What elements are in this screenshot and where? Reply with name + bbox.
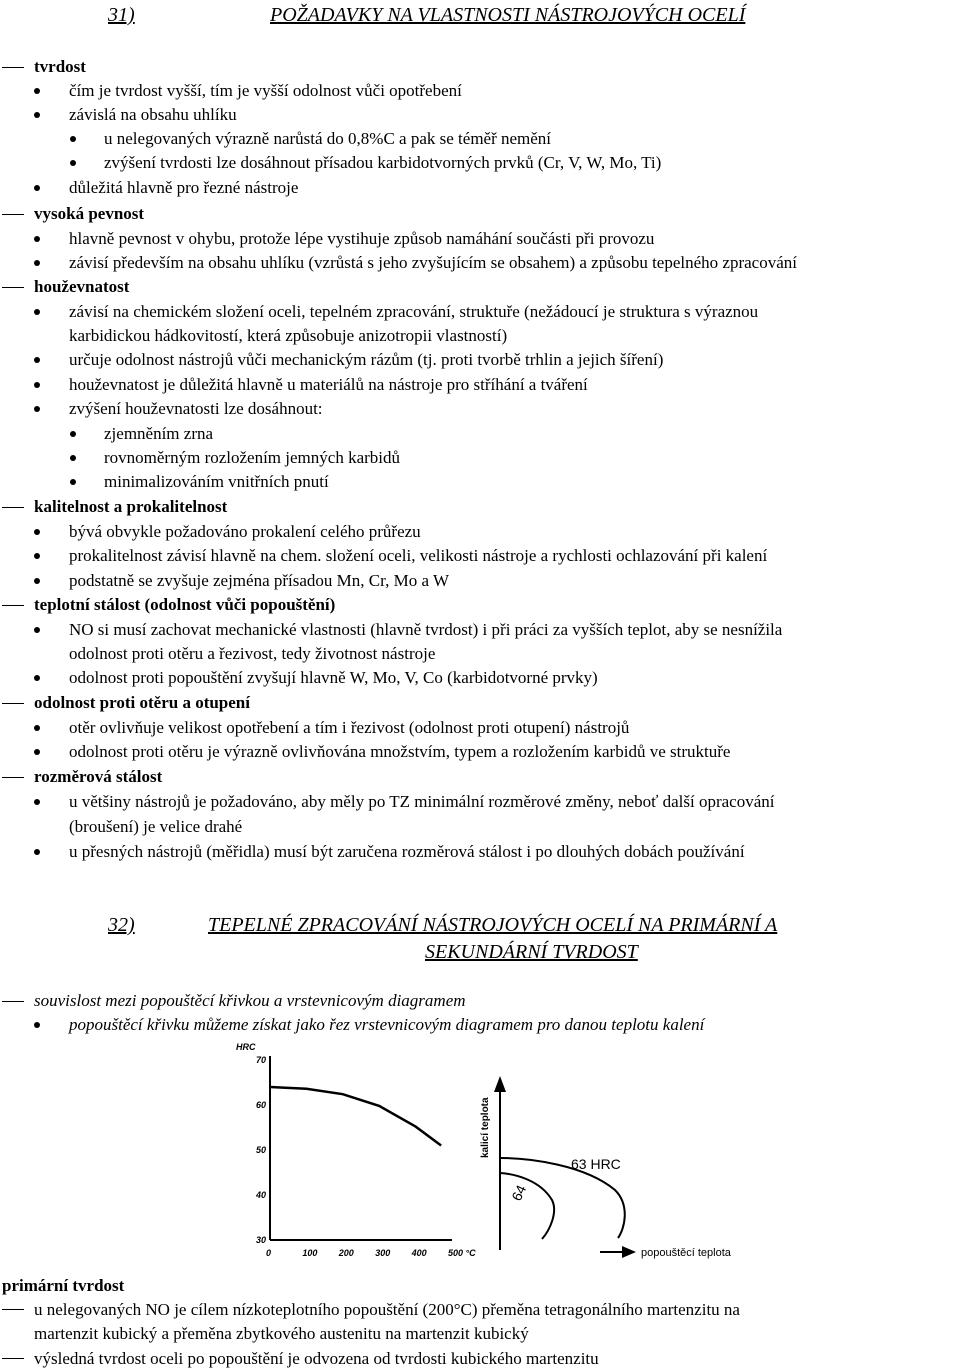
topic-heading: vysoká pevnost (34, 204, 145, 223)
bullet-marker (34, 112, 40, 118)
bullet-marker (34, 88, 40, 94)
bullet-marker (34, 749, 40, 755)
section-number: 32) (108, 914, 135, 936)
list-item: houževnatost je důležitá hlavně u materiálů na nástroje pro stříhání a tváření (69, 375, 588, 394)
list-item: závislá na obsahu uhlíku (69, 105, 237, 124)
x-axis-label: popouštěcí teplota (641, 1247, 731, 1259)
bullet-marker (70, 479, 76, 485)
list-item: závisí především na obsahu uhlíku (vzrůstá s jeho zvyšujícím se obsahem) a způsobu tepelného zpracování (69, 253, 797, 272)
topic-heading: teplotní stálost (odolnost vůči popouštění) (34, 595, 336, 614)
bullet-marker (34, 849, 40, 855)
x-tick-label: 300 (375, 1248, 391, 1258)
bullet-marker (70, 431, 76, 437)
x-tick-label: 100 (302, 1248, 318, 1258)
list-item: bývá obvykle požadováno prokalení celého průřezu (69, 522, 421, 541)
list-item: NO si musí zachovat mechanické vlastnosti (hlavně tvrdost) i při práci za vyšších teplot, aby se nesnížila (69, 620, 783, 639)
list-item: zjemněním zrna (104, 424, 214, 443)
dash-marker (2, 1001, 24, 1002)
bullet-marker (34, 406, 40, 412)
bullet-marker (70, 455, 76, 461)
list-item: zvýšení houževnatosti lze dosáhnout: (69, 399, 323, 418)
bullet-marker (34, 1022, 40, 1028)
bullet-marker (34, 260, 40, 266)
topic-heading: rozměrová stálost (34, 767, 163, 786)
dash-marker (2, 214, 24, 215)
bullet-marker (34, 553, 40, 559)
tempering-curve (270, 1087, 441, 1146)
bullet-marker (34, 578, 40, 584)
y-tick-label: 70 (256, 1055, 267, 1065)
list-item: čím je tvrdost vyšší, tím je vyšší odolnost vůči opotřebení (69, 81, 462, 100)
topic-heading: tvrdost (34, 57, 86, 76)
bullet-marker (34, 357, 40, 363)
list-item: důležitá hlavně pro řezné nástroje (69, 178, 299, 197)
list-item: rovnoměrným rozložením jemných karbidů (104, 448, 400, 467)
bullet-marker (70, 136, 76, 142)
contour-label-63: 63 HRC (571, 1156, 621, 1172)
list-item: odolnost proti otěru je výrazně ovlivňována množstvím, typem a rozložením karbidů ve struktuře (69, 742, 731, 761)
dash-marker (2, 703, 24, 704)
bullet-marker (34, 725, 40, 731)
bullet-marker (70, 160, 76, 166)
y-tick-label: 50 (256, 1145, 267, 1155)
bullet-marker (34, 675, 40, 681)
x-arrow-head-icon (622, 1246, 636, 1258)
bullet-marker (34, 529, 40, 535)
list-item-continuation: (broušení) je velice drahé (69, 817, 243, 836)
topic-heading: souvislost mezi popouštěcí křivkou a vrstevnicovým diagramem (34, 991, 466, 1010)
x-tick-label: 500 °C (448, 1248, 476, 1258)
dash-marker (2, 67, 24, 68)
y-axis-label: kalicí teplota (480, 1097, 491, 1158)
dash-marker (2, 777, 24, 778)
dash-marker (2, 605, 24, 606)
list-item: určuje odolnost nástrojů vůči mechanickým rázům (tj. proti tvorbě trhlin a jejich šíření) (69, 350, 664, 369)
list-item: podstatně se zvyšuje zejména přísadou Mn, Cr, Mo a W (69, 571, 450, 590)
list-item-continuation: karbidickou hádkovitostí, která způsobuje anizotropii vlastností) (69, 326, 508, 345)
contour-line-64 (500, 1173, 554, 1239)
list-item-continuation: martenzit kubický a přeměna zbytkového austenitu na martenzit kubický (34, 1324, 529, 1343)
x-tick-label: 0 (266, 1248, 272, 1258)
list-item: u nelegovaných výrazně narůstá do 0,8%C a pak se téměř nemění (104, 129, 552, 148)
bullet-marker (34, 309, 40, 315)
list-item: zvýšení tvrdosti lze dosáhnout přísadou karbidotvorných prvků (Cr, V, W, Mo, Ti) (104, 153, 662, 172)
list-item: u většiny nástrojů je požadováno, aby měly po TZ minimální rozměrové změny, neboť další opracování (69, 792, 775, 811)
dash-marker (2, 1309, 24, 1310)
dash-marker (2, 1358, 24, 1359)
topic-heading: odolnost proti otěru a otupení (34, 693, 250, 712)
y-tick-label: 30 (256, 1235, 267, 1245)
y-tick-label: 60 (256, 1100, 267, 1110)
section-number: 31) (108, 4, 135, 26)
y-tick-label: 40 (256, 1190, 267, 1200)
topic-heading: primární tvrdost (2, 1276, 125, 1295)
dash-marker (2, 507, 24, 508)
topic-heading: kalitelnost a prokalitelnost (34, 497, 228, 516)
list-item: odolnost proti popouštění zvyšují hlavně W, Mo, V, Co (karbidotvorné prvky) (69, 668, 598, 687)
list-item: hlavně pevnost v ohybu, protože lépe vystihuje způsob namáhání součásti při provozu (69, 229, 655, 248)
tempering-curve-chart (230, 1040, 476, 1265)
bullet-marker (34, 382, 40, 388)
list-item-continuation: odolnost proti otěru a řezivost, tedy životnost nástroje (69, 644, 436, 663)
list-item: prokalitelnost závisí hlavně na chem. složení oceli, velikosti nástroje a rychlosti ochlazování při kalení (69, 546, 768, 565)
contour-label-64: 64 (508, 1182, 530, 1204)
list-item: výsledná tvrdost oceli po popouštění je odvozena od tvrdosti kubického martenzitu (34, 1349, 599, 1368)
x-tick-label: 400 (411, 1248, 427, 1258)
list-item: u přesných nástrojů (měřidla) musí být zaručena rozměrová stálost i po dlouhých dobách používání (69, 842, 745, 861)
y-arrow-head-icon (494, 1076, 506, 1092)
list-item: u nelegovaných NO je cílem nízkoteplotního popouštění (200°C) přeměna tetragonálního martenzitu na (34, 1300, 740, 1319)
bullet-marker (34, 799, 40, 805)
bullet-marker (34, 185, 40, 191)
list-item: popouštěcí křivku můžeme získat jako řez vrstevnicovým diagramem pro danou teplotu kalení (69, 1015, 705, 1034)
section-title-line2: SEKUNDÁRNÍ TVRDOST (425, 941, 638, 963)
contour-diagram (470, 1040, 770, 1265)
bullet-marker (34, 236, 40, 242)
list-item: minimalizováním vnitřních pnutí (104, 472, 329, 491)
list-item: otěr ovlivňuje velikost opotřebení a tím i řezivost (odolnost proti otupení) nástrojů (69, 718, 630, 737)
dash-marker (2, 287, 24, 288)
section-title: TEPELNÉ ZPRACOVÁNÍ NÁSTROJOVÝCH OCELÍ NA PRIMÁRNÍ A (208, 914, 778, 936)
list-item: závisí na chemickém složení oceli, tepelném zpracování, struktuře (nežádoucí je struktura s výraznou (69, 302, 759, 321)
topic-heading: houževnatost (34, 277, 130, 296)
bullet-marker (34, 627, 40, 633)
x-tick-label: 200 (338, 1248, 354, 1258)
y-axis-label: HRC (236, 1042, 256, 1052)
section-title: POŽADAVKY NA VLASTNOSTI NÁSTROJOVÝCH OCELÍ (270, 4, 746, 26)
